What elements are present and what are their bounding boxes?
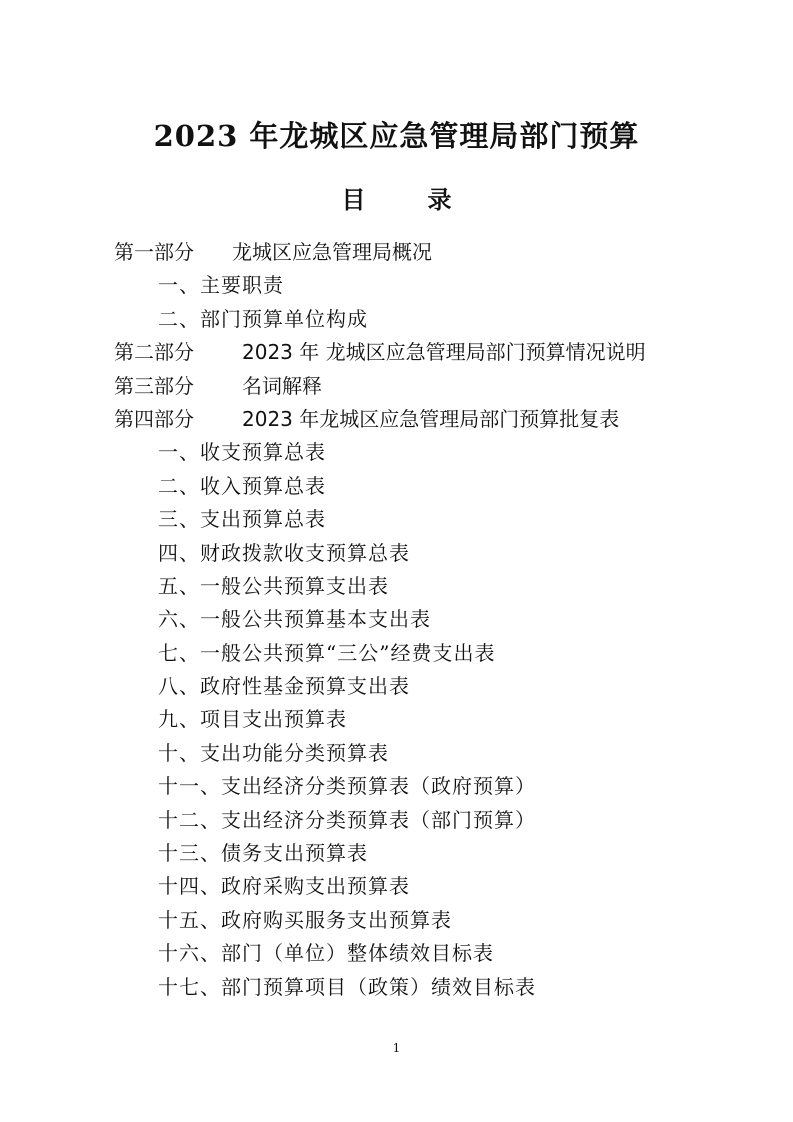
- toc-part-title: 2023 年龙城区应急管理局部门预算批复表: [242, 406, 620, 431]
- toc-item[interactable]: 七、一般公共预算“三公”经费支出表: [158, 640, 496, 665]
- toc-item[interactable]: 十六、部门（单位）整体绩效目标表: [158, 941, 494, 966]
- toc-item[interactable]: 十七、部门预算项目（政策）绩效目标表: [158, 974, 536, 999]
- toc-item[interactable]: 八、政府性基金预算支出表: [158, 674, 410, 699]
- toc-item[interactable]: 十二、支出经济分类预算表（部门预算）: [158, 807, 536, 832]
- toc-part-2[interactable]: [114, 336, 754, 369]
- toc-part-label: 第一部分: [114, 240, 194, 264]
- toc-part-label: 第二部分: [114, 340, 194, 365]
- toc-item[interactable]: 十三、债务支出预算表: [158, 841, 368, 866]
- toc-item[interactable]: 四、财政拨款收支预算总表: [158, 540, 410, 565]
- toc-part-title: 龙城区应急管理局概况: [232, 240, 432, 264]
- toc-part-label: 第四部分: [114, 406, 194, 431]
- toc-part-title: 2023 年 龙城区应急管理局部门预算情况说明: [242, 340, 646, 365]
- toc-part-title: 名词解释: [242, 373, 322, 398]
- page-number: 1: [392, 1041, 401, 1055]
- toc-heading-char-2: 录: [427, 185, 452, 214]
- toc-item[interactable]: 一、收支预算总表: [158, 440, 326, 465]
- toc-item[interactable]: 六、一般公共预算基本支出表: [158, 607, 431, 632]
- toc-item[interactable]: 十一、支出经济分类预算表（政府预算）: [158, 774, 536, 799]
- toc-item[interactable]: 二、收入预算总表: [158, 473, 326, 498]
- toc-item[interactable]: 二、部门预算单位构成: [158, 306, 368, 331]
- toc-item[interactable]: 十四、政府采购支出预算表: [158, 874, 410, 899]
- toc-heading-char-1: 目: [341, 185, 366, 214]
- toc-item[interactable]: 三、支出预算总表: [158, 507, 326, 532]
- toc-part-3[interactable]: [114, 370, 754, 403]
- toc-part-label: 第三部分: [114, 373, 194, 398]
- toc-item[interactable]: 九、项目支出预算表: [158, 707, 347, 732]
- toc-part-1[interactable]: [114, 236, 754, 269]
- toc-heading: [0, 180, 793, 215]
- table-of-contents: [114, 236, 754, 1004]
- toc-item[interactable]: 五、一般公共预算支出表: [158, 573, 389, 598]
- toc-part-4[interactable]: [114, 403, 754, 436]
- toc-item[interactable]: 十五、政府购买服务支出预算表: [158, 907, 452, 932]
- document-title: 2023 年龙城区应急管理局部门预算: [153, 119, 640, 153]
- toc-item[interactable]: 一、主要职责: [158, 273, 284, 298]
- toc-item[interactable]: 十、支出功能分类预算表: [158, 740, 389, 765]
